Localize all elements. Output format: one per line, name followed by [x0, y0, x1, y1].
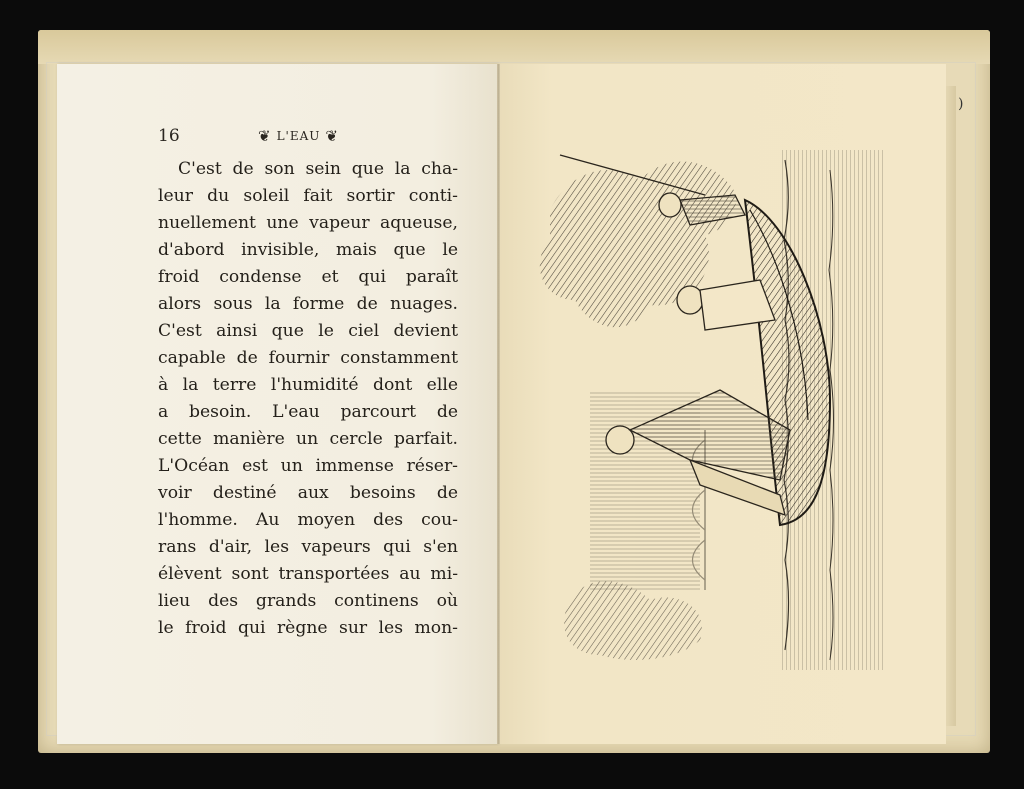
page-edges [946, 86, 956, 726]
running-title [258, 127, 339, 145]
text-line: nuellement une vapeur aqueuse, [158, 213, 458, 233]
text-line: voir destiné aux besoins de [158, 483, 458, 503]
text-line: C'est ainsi que le ciel devient [158, 321, 458, 341]
text-line: à la terre l'humidité dont elle [158, 375, 458, 395]
text-line: C'est de son sein que la cha- [178, 159, 458, 179]
fleuron-right-icon: ❦ [325, 127, 339, 145]
cover-stain [38, 30, 990, 64]
book-gutter [497, 64, 500, 744]
text-line: alors sous la forme de nuages. [158, 294, 458, 314]
text-line: leur du soleil fait sortir conti- [158, 186, 458, 206]
text-line: lieu des grands continens où [158, 591, 458, 611]
text-line: d'abord invisible, mais que le [158, 240, 458, 260]
text-line: froid condense et qui paraît [158, 267, 458, 287]
text-line: L'Océan est un immense réser- [158, 456, 458, 476]
fleuron-left-icon: ❦ [258, 127, 272, 145]
text-line: élèvent sont transportées au mi- [158, 564, 458, 584]
running-title-text: L'EAU [276, 129, 321, 143]
text-line: rans d'air, les vapeurs qui s'en [158, 537, 458, 557]
text-line: a besoin. L'eau parcourt de [158, 402, 458, 422]
text-line: l'homme. Au moyen des cou- [158, 510, 458, 530]
text-line: le froid qui règne sur les mon- [158, 618, 458, 638]
page-number: 16 [158, 126, 180, 146]
engraving-illustration [530, 140, 890, 680]
text-line: capable de fournir constamment [158, 348, 458, 368]
running-head [158, 126, 458, 148]
text-line: cette manière un cercle parfait. [158, 429, 458, 449]
sleeve-tab-mark: ) [958, 96, 964, 112]
body-text [158, 156, 458, 642]
